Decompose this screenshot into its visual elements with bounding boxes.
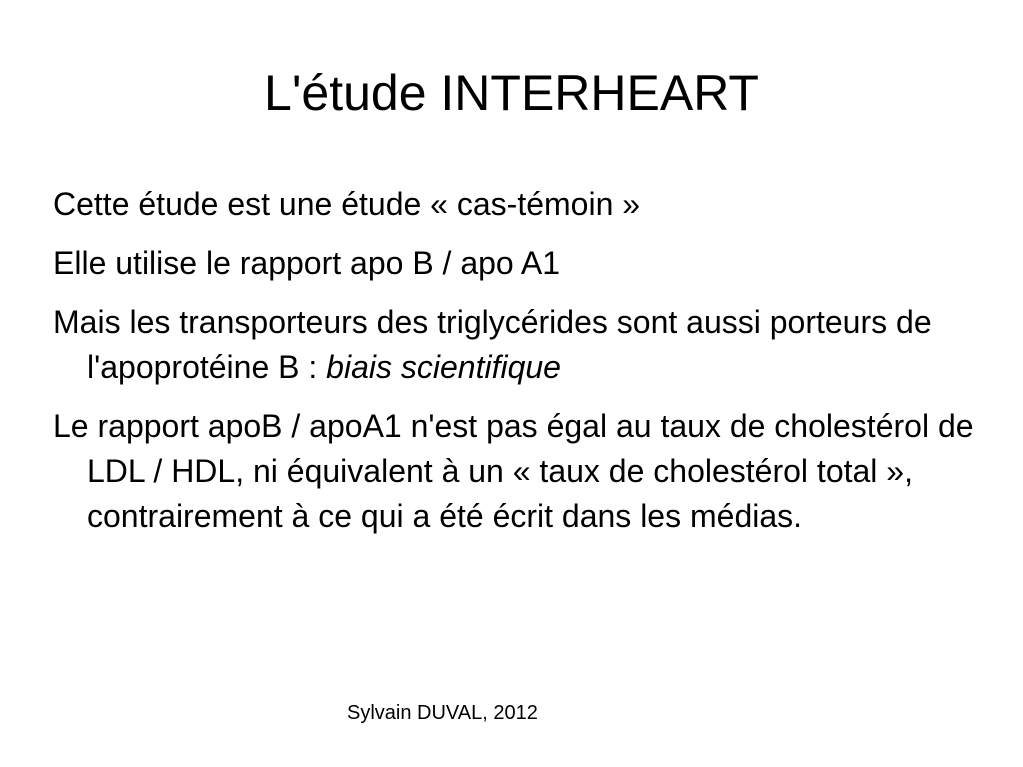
bullet-list [53,182,993,553]
bullet-emphasis: biais scientifique [326,349,561,385]
bullet-text: Cette étude est une étude « cas-témoin » [53,186,641,222]
slide-footer: Sylvain DUVAL, 2012 [347,702,538,724]
bullet-text: Le rapport apoB / apoA1 n'est pas égal au taux de cholestérol de LDL / HDL, ni équivalent à un « taux de cholestérol total », contrairement à ce qui a été écrit dans les médias. [53,408,974,534]
bullet-item [53,404,993,539]
bullet-item [53,300,993,390]
bullet-text: Elle utilise le rapport apo B / apo A1 [53,245,560,281]
slide-title: L'étude INTERHEART [264,65,759,121]
bullet-item [53,182,993,227]
bullet-text: Mais les transporteurs des triglycérides sont aussi porteurs de l'apoprotéine B : [53,304,932,385]
bullet-item [53,241,993,286]
